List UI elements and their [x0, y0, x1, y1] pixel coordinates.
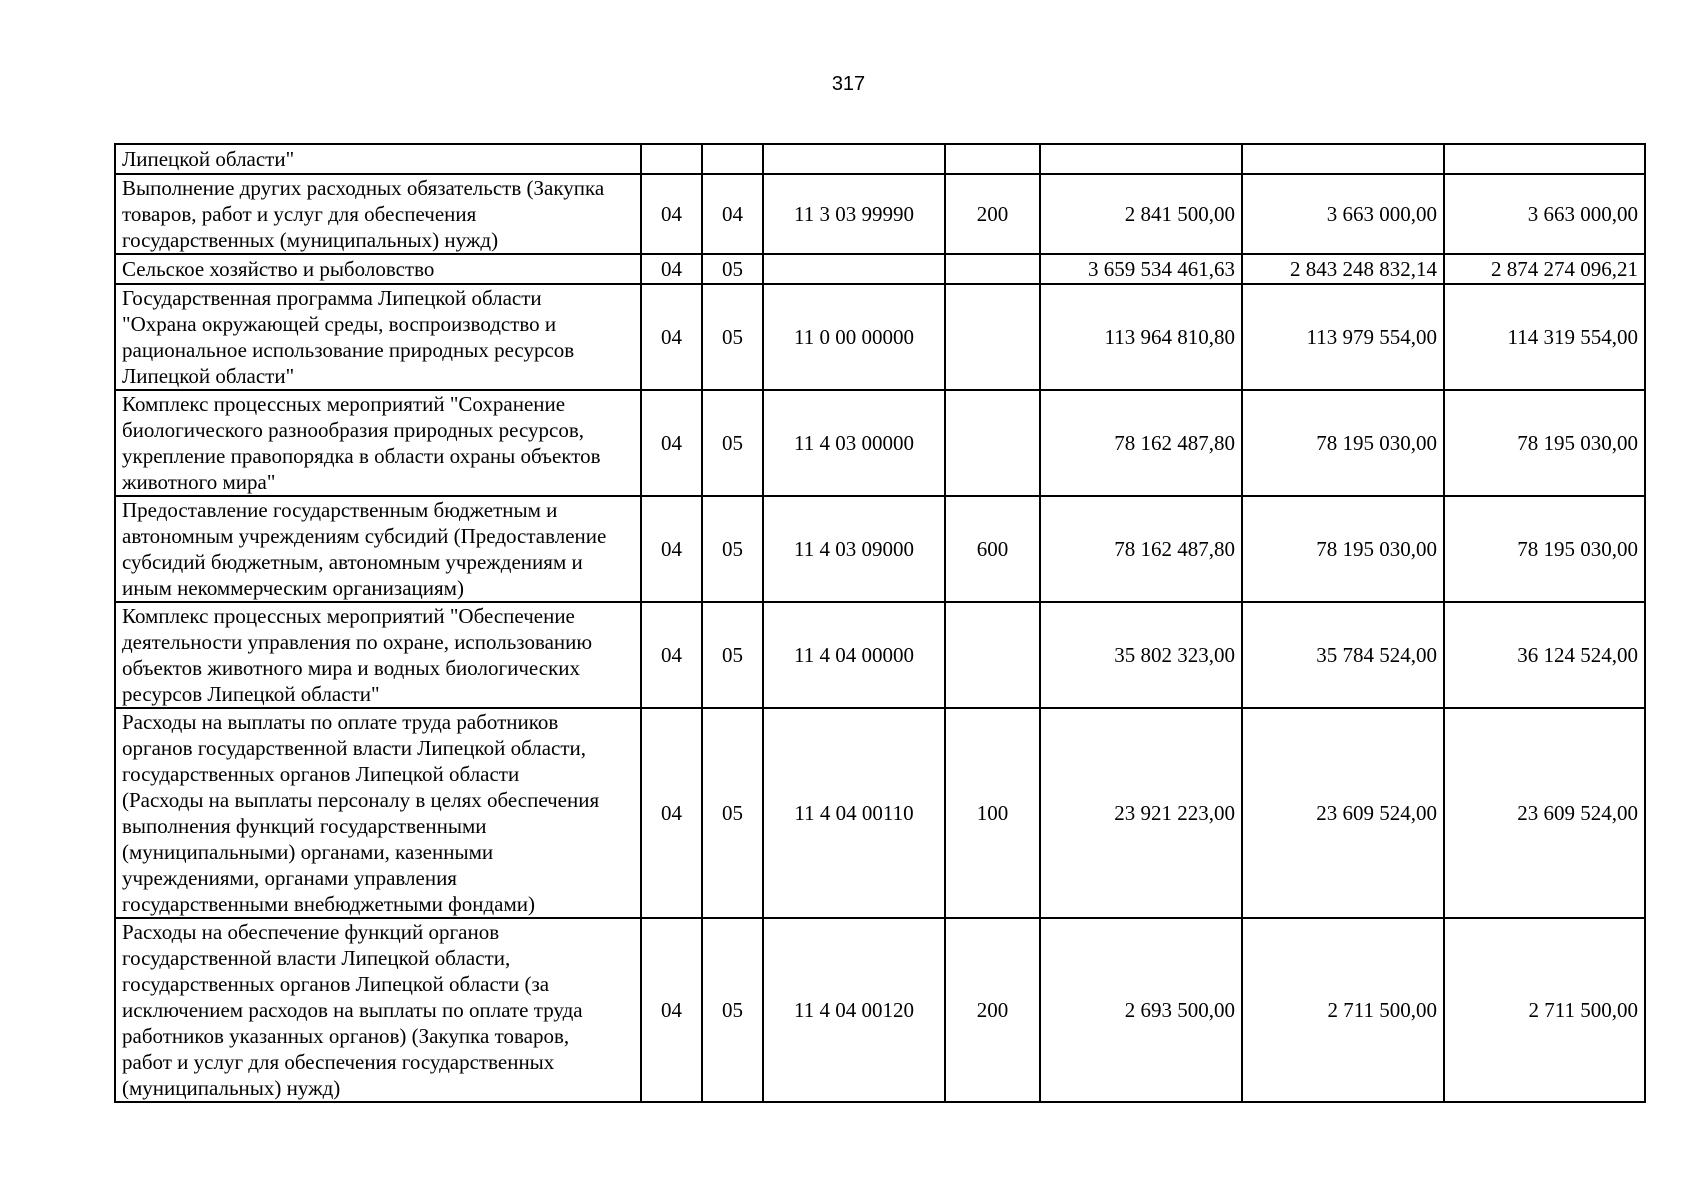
cell-expense-type: 600 — [945, 496, 1040, 602]
name-line: укрепление правопорядка в области охраны объектов — [122, 444, 601, 468]
name-line: субсидий бюджетным, автономным учреждениям и — [122, 550, 583, 574]
cell-name — [115, 496, 641, 602]
cell-subsection — [702, 144, 763, 174]
cell-target-article: 11 3 03 99990 — [763, 174, 945, 254]
name-line: государственной власти Липецкой области, — [122, 946, 511, 970]
table-body — [115, 144, 1645, 1102]
cell-section: 04 — [641, 708, 702, 918]
cell-target-article: 11 4 04 00120 — [763, 918, 945, 1102]
cell-sum-year-1: 78 162 487,80 — [1040, 390, 1242, 496]
cell-subsection: 05 — [702, 708, 763, 918]
name-line: рациональное использование природных ресурсов — [122, 338, 575, 362]
name-line: товаров, работ и услуг для обеспечения — [122, 202, 477, 226]
cell-sum-year-1: 113 964 810,80 — [1040, 284, 1242, 390]
cell-target-article: 11 4 03 00000 — [763, 390, 945, 496]
cell-target-article — [763, 144, 945, 174]
name-line: государственных органов Липецкой области — [122, 762, 520, 786]
table-row — [115, 254, 1645, 284]
cell-sum-year-2: 78 195 030,00 — [1242, 390, 1444, 496]
cell-expense-type — [945, 602, 1040, 708]
cell-expense-type: 200 — [945, 918, 1040, 1102]
cell-name — [115, 918, 641, 1102]
name-line: Комплекс процессных мероприятий "Сохранение — [122, 392, 566, 416]
name-line: животного мира" — [122, 470, 276, 494]
cell-expense-type — [945, 284, 1040, 390]
cell-expense-type — [945, 254, 1040, 284]
name-line: выполнения функций государственными — [122, 814, 487, 838]
cell-section — [641, 144, 702, 174]
cell-sum-year-2: 35 784 524,00 — [1242, 602, 1444, 708]
cell-target-article — [763, 254, 945, 284]
cell-sum-year-1 — [1040, 144, 1242, 174]
cell-subsection: 05 — [702, 918, 763, 1102]
cell-sum-year-1: 2 841 500,00 — [1040, 174, 1242, 254]
name-line: Выполнение других расходных обязательств (Закупка — [122, 176, 605, 200]
cell-target-article: 11 4 04 00000 — [763, 602, 945, 708]
table-row — [115, 284, 1645, 390]
name-line: Предоставление государственным бюджетным и — [122, 498, 558, 522]
name-line: (муниципальных) нужд) — [122, 1076, 341, 1100]
name-line: иным некоммерческим организациям) — [122, 576, 464, 600]
cell-sum-year-3: 3 663 000,00 — [1444, 174, 1645, 254]
cell-section: 04 — [641, 496, 702, 602]
cell-target-article: 11 4 04 00110 — [763, 708, 945, 918]
table-row — [115, 708, 1645, 918]
table-row — [115, 496, 1645, 602]
cell-target-article: 11 0 00 00000 — [763, 284, 945, 390]
name-line: работников указанных органов) (Закупка товаров, — [122, 1024, 570, 1048]
name-line: (Расходы на выплаты персоналу в целях обеспечения — [122, 788, 600, 812]
cell-subsection: 04 — [702, 174, 763, 254]
table-row — [115, 602, 1645, 708]
cell-name — [115, 144, 641, 174]
table-row — [115, 390, 1645, 496]
page-number: 317 — [831, 73, 866, 95]
cell-section: 04 — [641, 284, 702, 390]
cell-expense-type: 200 — [945, 174, 1040, 254]
cell-name — [115, 284, 641, 390]
cell-expense-type: 100 — [945, 708, 1040, 918]
cell-section: 04 — [641, 390, 702, 496]
cell-subsection: 05 — [702, 284, 763, 390]
name-line: деятельности управления по охране, использованию — [122, 630, 593, 654]
cell-section: 04 — [641, 602, 702, 708]
cell-name — [115, 254, 641, 284]
table-row — [115, 918, 1645, 1102]
cell-name — [115, 174, 641, 254]
cell-sum-year-2: 2 711 500,00 — [1242, 918, 1444, 1102]
cell-sum-year-3: 78 195 030,00 — [1444, 390, 1645, 496]
cell-sum-year-2 — [1242, 144, 1444, 174]
cell-subsection: 05 — [702, 254, 763, 284]
name-line: органов государственной власти Липецкой области, — [122, 736, 587, 760]
cell-sum-year-2: 3 663 000,00 — [1242, 174, 1444, 254]
cell-section: 04 — [641, 918, 702, 1102]
cell-sum-year-1: 23 921 223,00 — [1040, 708, 1242, 918]
cell-sum-year-1: 78 162 487,80 — [1040, 496, 1242, 602]
cell-sum-year-1: 3 659 534 461,63 — [1040, 254, 1242, 284]
cell-sum-year-3: 2 711 500,00 — [1444, 918, 1645, 1102]
cell-sum-year-1: 35 802 323,00 — [1040, 602, 1242, 708]
name-line: государственными внебюджетными фондами) — [122, 892, 536, 916]
cell-sum-year-3: 2 874 274 096,21 — [1444, 254, 1645, 284]
cell-sum-year-3 — [1444, 144, 1645, 174]
table-row — [115, 144, 1645, 174]
budget-table — [114, 143, 1646, 1103]
cell-section: 04 — [641, 174, 702, 254]
cell-name — [115, 602, 641, 708]
name-line: Государственная программа Липецкой области — [122, 286, 542, 310]
name-line: ресурсов Липецкой области" — [122, 682, 380, 706]
table-row — [115, 174, 1645, 254]
cell-expense-type — [945, 144, 1040, 174]
cell-name — [115, 390, 641, 496]
cell-expense-type — [945, 390, 1040, 496]
cell-sum-year-2: 23 609 524,00 — [1242, 708, 1444, 918]
cell-sum-year-1: 2 693 500,00 — [1040, 918, 1242, 1102]
cell-sum-year-3: 36 124 524,00 — [1444, 602, 1645, 708]
name-line: учреждениями, органами управления — [122, 866, 457, 890]
cell-subsection: 05 — [702, 602, 763, 708]
cell-sum-year-3: 78 195 030,00 — [1444, 496, 1645, 602]
name-line: Расходы на выплаты по оплате труда работников — [122, 710, 559, 734]
name-line: государственных (муниципальных) нужд) — [122, 228, 499, 252]
name-line: Сельское хозяйство и рыболовство — [122, 257, 435, 281]
name-line: исключением расходов на выплаты по оплате труда — [122, 998, 583, 1022]
name-line: Липецкой области" — [122, 364, 295, 388]
cell-sum-year-2: 2 843 248 832,14 — [1242, 254, 1444, 284]
name-line: работ и услуг для обеспечения государственных — [122, 1050, 555, 1074]
name-line: Липецкой области" — [122, 147, 295, 171]
cell-sum-year-2: 78 195 030,00 — [1242, 496, 1444, 602]
name-line: "Охрана окружающей среды, воспроизводство и — [122, 312, 557, 336]
cell-subsection: 05 — [702, 496, 763, 602]
name-line: Расходы на обеспечение функций органов — [122, 920, 500, 944]
cell-name — [115, 708, 641, 918]
name-line: (муниципальными) органами, казенными — [122, 840, 494, 864]
cell-subsection: 05 — [702, 390, 763, 496]
name-line: государственных органов Липецкой области (за — [122, 972, 550, 996]
cell-sum-year-3: 23 609 524,00 — [1444, 708, 1645, 918]
cell-sum-year-2: 113 979 554,00 — [1242, 284, 1444, 390]
cell-sum-year-3: 114 319 554,00 — [1444, 284, 1645, 390]
name-line: биологического разнообразия природных ресурсов, — [122, 418, 585, 442]
cell-target-article: 11 4 03 09000 — [763, 496, 945, 602]
name-line: автономным учреждениям субсидий (Предоставление — [122, 524, 607, 548]
cell-section: 04 — [641, 254, 702, 284]
name-line: Комплекс процессных мероприятий "Обеспечение — [122, 604, 575, 628]
name-line: объектов животного мира и водных биологических — [122, 656, 581, 680]
